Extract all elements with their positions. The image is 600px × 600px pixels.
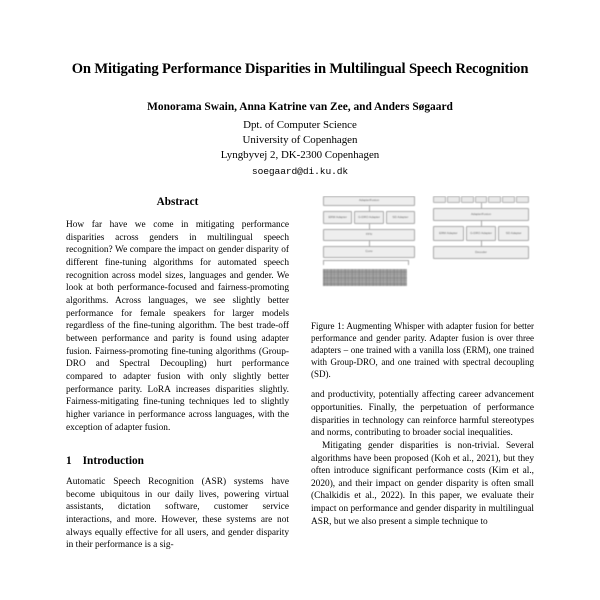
adapter-sd-box: SD Adapter — [498, 226, 529, 241]
decoder-adapter-row — [433, 226, 529, 241]
adapter-groupdro-box: G-DRO Adapter — [354, 211, 383, 224]
right-column-paragraph-mitigating: Mitigating gender disparities is non-trivial. Several algorithms have been proposed (Koh et al., 2021), but they often introduce significant performance costs (Kim et al., 2020), and their impact on gender disparity is often small (Chalkidis et al., 2022). In this paper, we evaluate their impact on performance and gender disparity in multilingual ASR, but we also present a simple technique to — [311, 440, 534, 527]
two-column-body — [0, 196, 600, 600]
section-number: 1 — [66, 455, 72, 468]
spectrogram-image — [323, 269, 407, 286]
decoder-adapterfusion-box: AdapterFusion — [433, 208, 529, 221]
right-column-paragraph-continued: and productivity, potentially affecting career advancement opportunities. Finally, the perpetuation of performance disparities in technology can reinforce harmful stereotypes and norms, contributing to broader social inequalities. — [311, 390, 534, 439]
token-cell — [502, 196, 515, 203]
title-block — [0, 0, 600, 178]
adapter-erm-box: ERM Adapter — [433, 226, 464, 241]
encoder-diagram — [323, 196, 415, 286]
right-column — [311, 196, 534, 600]
affiliation-university: University of Copenhagen — [242, 134, 358, 147]
adapter-sd-box: SD Adapter — [386, 211, 415, 224]
token-cell — [516, 196, 529, 203]
section-heading-introduction — [66, 455, 289, 467]
page-title: On Mitigating Performance Disparities in Multilingual Speech Recognition — [71, 61, 529, 77]
author-list: Monorama Swain, Anna Katrine van Zee, and Anders Søgaard — [147, 101, 453, 114]
encoder-ffn-box: FFN — [323, 229, 415, 241]
affiliation-department: Dpt. of Computer Science — [243, 119, 357, 132]
decoder-diagram — [433, 196, 529, 259]
adapter-groupdro-box: G-DRO Adapter — [466, 226, 497, 241]
figure-caption: Figure 1: Augmenting Whisper with adapter fusion for better performance and gender parity. Adapter fusion is over three adapters – one trained with a vanilla loss (ERM), one trained with Group-DRO, and one trained with spectral decoupling (SD). — [311, 321, 534, 380]
decoder-box: Decoder — [433, 246, 529, 259]
encoder-adapter-row — [323, 211, 415, 224]
token-cell — [475, 196, 488, 203]
figure-1 — [311, 196, 534, 380]
abstract-text: How far have we come in mitigating performance disparities across genders in multilingual speech recognition? We compare the impact on gender disparity of different fine-tuning algorithms for automated speech recognition across model sizes, languages and gender. We look at both performance-focused and fairness-promoting algorithms. Across languages, we see slightly better performance for female speakers for larger models regardless of the fine-tuning algorithm. The best trade-off between performance and parity is found using adapter fusion. Fairness-promoting fine-tuning algorithms (Group-DRO and Spectral Decoupling) hurt performance compared to adapter fusion with only slightly better performance parity. LoRA increases disparities slightly. Fairness-mitigating fine-tuning techniques led to slightly higher variance in performance across languages, with the exception of adapter fusion. — [66, 220, 289, 433]
token-embedding-row — [433, 196, 529, 203]
left-column — [66, 196, 289, 600]
introduction-paragraph: Automatic Speech Recognition (ASR) systems have become ubiquitous in our daily lives, powering virtual assistants, dictation software, customer service interactions, and more. However, these systems are not always equally effective for all users, and gender disparity in their performance is a sig- — [66, 477, 289, 551]
encoder-adapterfusion-box: AdapterFusion — [323, 196, 415, 206]
figure-graphic — [311, 196, 534, 318]
abstract-heading: Abstract — [156, 196, 199, 208]
adapter-erm-box: ERM Adapter — [323, 211, 352, 224]
token-cell — [488, 196, 501, 203]
section-title: Introduction — [82, 455, 144, 468]
spectrogram-bracket — [323, 260, 409, 265]
token-cell — [447, 196, 460, 203]
author-email: soegaard@di.ku.dk — [251, 166, 349, 178]
encoder-conv-box: Conv — [323, 246, 415, 258]
affiliation-address: Lyngbyvej 2, DK-2300 Copenhagen — [220, 149, 380, 162]
token-cell — [461, 196, 474, 203]
token-cell — [433, 196, 446, 203]
